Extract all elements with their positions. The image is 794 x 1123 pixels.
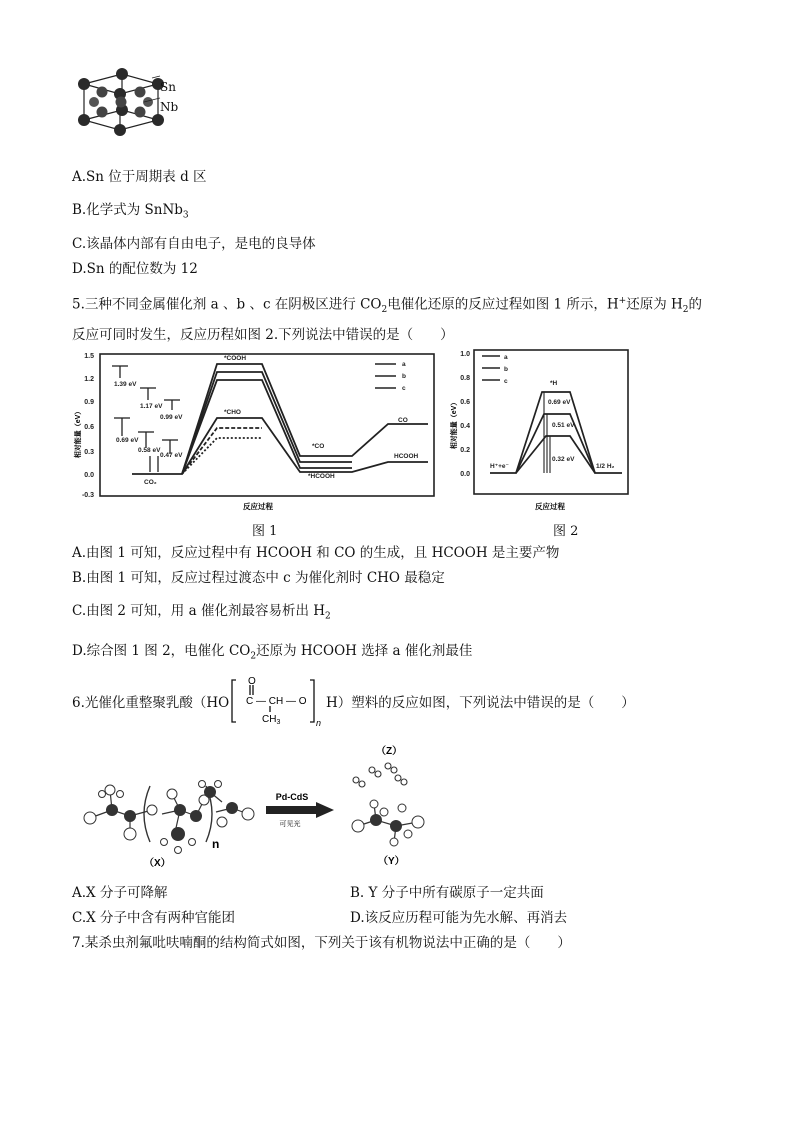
fig2-species: H⁺+e⁻ xyxy=(490,463,509,470)
crystal-label-nb: Nb xyxy=(160,100,179,114)
label-z: （Z） xyxy=(376,746,403,757)
q4-option-c: C.该晶体内部有自由电子，是电的良导体 xyxy=(72,236,316,252)
fig1-ytick: 0.0 xyxy=(84,472,94,479)
fig1-ytick: 1.5 xyxy=(84,353,94,360)
label-x: （X） xyxy=(144,858,171,869)
svg-text:0.4: 0.4 xyxy=(460,423,470,430)
fig1-path-cho-a xyxy=(182,418,428,474)
q5-option-d: D.综合图 1 图 2，电催化 $CO_2$还原为 HCOOH 选择 a 催化剂最佳 xyxy=(72,643,473,662)
fig2-barrier-label: 0.69 eV xyxy=(548,399,571,406)
fig1-species: *COOH xyxy=(224,355,247,362)
fig1-ytick: 0.3 xyxy=(84,449,94,456)
fig1-ytick: 1.2 xyxy=(84,376,94,383)
figure-1-caption: 图 1 xyxy=(252,524,278,539)
fig1-legend-a: a xyxy=(402,361,406,368)
q5-option-b: B.由图 1 可知，反应过程过渡态中 c 为催化剂时 CHO 最稳定 xyxy=(72,570,445,586)
fig2-path-c xyxy=(516,436,595,473)
fig1-barrier-label: 1.39 eV xyxy=(114,381,137,388)
fig1-species: *CHO xyxy=(224,409,241,416)
fig1-xlabel: 反应过程 xyxy=(243,502,273,511)
q5-option-c: C.由图 2 可知，用 a 催化剂最容易析出 $H_2$ xyxy=(72,603,331,622)
fig2-barrier-label: 0.51 eV xyxy=(552,422,575,429)
scheme-n: n xyxy=(212,837,220,851)
reaction-arrow xyxy=(266,802,334,818)
formula-main: C — CH — O xyxy=(246,696,307,707)
svg-text:0.6: 0.6 xyxy=(460,399,470,406)
svg-text:0.8: 0.8 xyxy=(460,375,470,382)
fig1-species: *HCOOH xyxy=(308,473,335,480)
fig2-barrier-label: 0.32 eV xyxy=(552,456,575,463)
formula-n: n xyxy=(316,718,322,728)
svg-text:0.2: 0.2 xyxy=(460,447,470,454)
fig1-species: CO xyxy=(398,417,408,424)
q5-stem-line2: 反应可同时发生，反应历程如图 2.下列说法中错误的是（ ） xyxy=(72,327,454,343)
fig2-legend-c: c xyxy=(504,378,508,385)
formula-ch3: $CH_3$ xyxy=(262,714,281,726)
svg-text:1.0: 1.0 xyxy=(460,351,470,358)
fig1-barrier-label: 0.47 eV xyxy=(160,452,183,459)
crystal-label-sn: Sn xyxy=(160,80,176,94)
q6-option-b: B. Y 分子中所有碳原子一定共面 xyxy=(350,885,544,901)
fig1-barrier-label: 0.99 eV xyxy=(160,414,183,421)
fig2-species: *H xyxy=(550,380,558,387)
q5-option-a: A.由图 1 可知，反应过程中有 HCOOH 和 CO 的生成，且 HCOOH 是主要产物 xyxy=(72,545,560,561)
sn-atom xyxy=(78,78,90,90)
fig1-barrier-label: 0.58 eV xyxy=(138,447,161,454)
fig1-species: *CO xyxy=(312,443,325,450)
figure-1-energy-diagram xyxy=(72,348,444,516)
catalyst-label: Pd-CdS xyxy=(275,792,309,802)
svg-text:0.0: 0.0 xyxy=(460,471,470,478)
q7-stem: 7.某杀虫剂氟吡呋喃酮的结构简式如图，下列关于该有机物说法中正确的是（ ） xyxy=(72,935,571,951)
fig2-ylabel: 相对能量（eV） xyxy=(451,398,458,450)
q4-option-b: B.化学式为 SnNb$_3$ xyxy=(72,202,189,221)
reaction-scheme xyxy=(72,742,452,870)
fig1-path-b xyxy=(182,372,352,474)
q6-stem-post: H）塑料的反应如图，下列说法中错误的是（ ） xyxy=(326,695,635,711)
formula-o-top: O xyxy=(248,676,256,687)
polylactic-acid-formula xyxy=(230,676,322,728)
fig1-barrier-label: 0.69 eV xyxy=(116,437,139,444)
fig2-legend-a: a xyxy=(504,354,508,361)
fig1-ytick: 0.9 xyxy=(84,399,94,406)
q6-option-d: D.该反应历程可能为先水解、再消去 xyxy=(350,910,568,926)
condition-label: 可见光 xyxy=(279,821,301,828)
figure-2-energy-diagram xyxy=(450,344,635,516)
fig1-legend-c: c xyxy=(402,385,406,392)
fig1-ytick: -0.3 xyxy=(81,492,94,499)
q4-option-d: D.Sn 的配位数为 12 xyxy=(72,261,198,277)
fig1-barrier-label: 1.17 eV xyxy=(140,403,163,410)
q6-option-c: C.X 分子中含有两种官能团 xyxy=(72,910,236,926)
fig2-species: 1/2 H₂ xyxy=(596,463,615,470)
label-y: （Y） xyxy=(378,856,405,867)
figure-2-caption: 图 2 xyxy=(553,524,579,539)
fig1-ylabel: 相对能量（eV） xyxy=(75,407,82,459)
q4-option-a: A.Sn 位于周期表 d 区 xyxy=(72,169,207,185)
q6-stem-pre: 6.光催化重整聚乳酸（HO xyxy=(72,695,230,711)
fig2-xlabel: 反应过程 xyxy=(535,502,565,511)
fig1-species: HCOOH xyxy=(394,453,419,460)
q5-stem-line1: 5.三种不同金属催化剂 a 、b 、c 在阴极区进行 $CO_2$电催化还原的反应过程如图 1 所示，H+还原为 $H_2$的 xyxy=(72,296,703,316)
fig1-legend-b: b xyxy=(402,373,406,380)
q6-option-a: A.X 分子可降解 xyxy=(72,885,168,901)
fig1-ytick: 0.6 xyxy=(84,424,94,431)
crystal-structure-figure xyxy=(72,68,172,140)
fig1-species: CO₂ xyxy=(144,479,157,486)
fig2-legend-b: b xyxy=(504,366,508,373)
